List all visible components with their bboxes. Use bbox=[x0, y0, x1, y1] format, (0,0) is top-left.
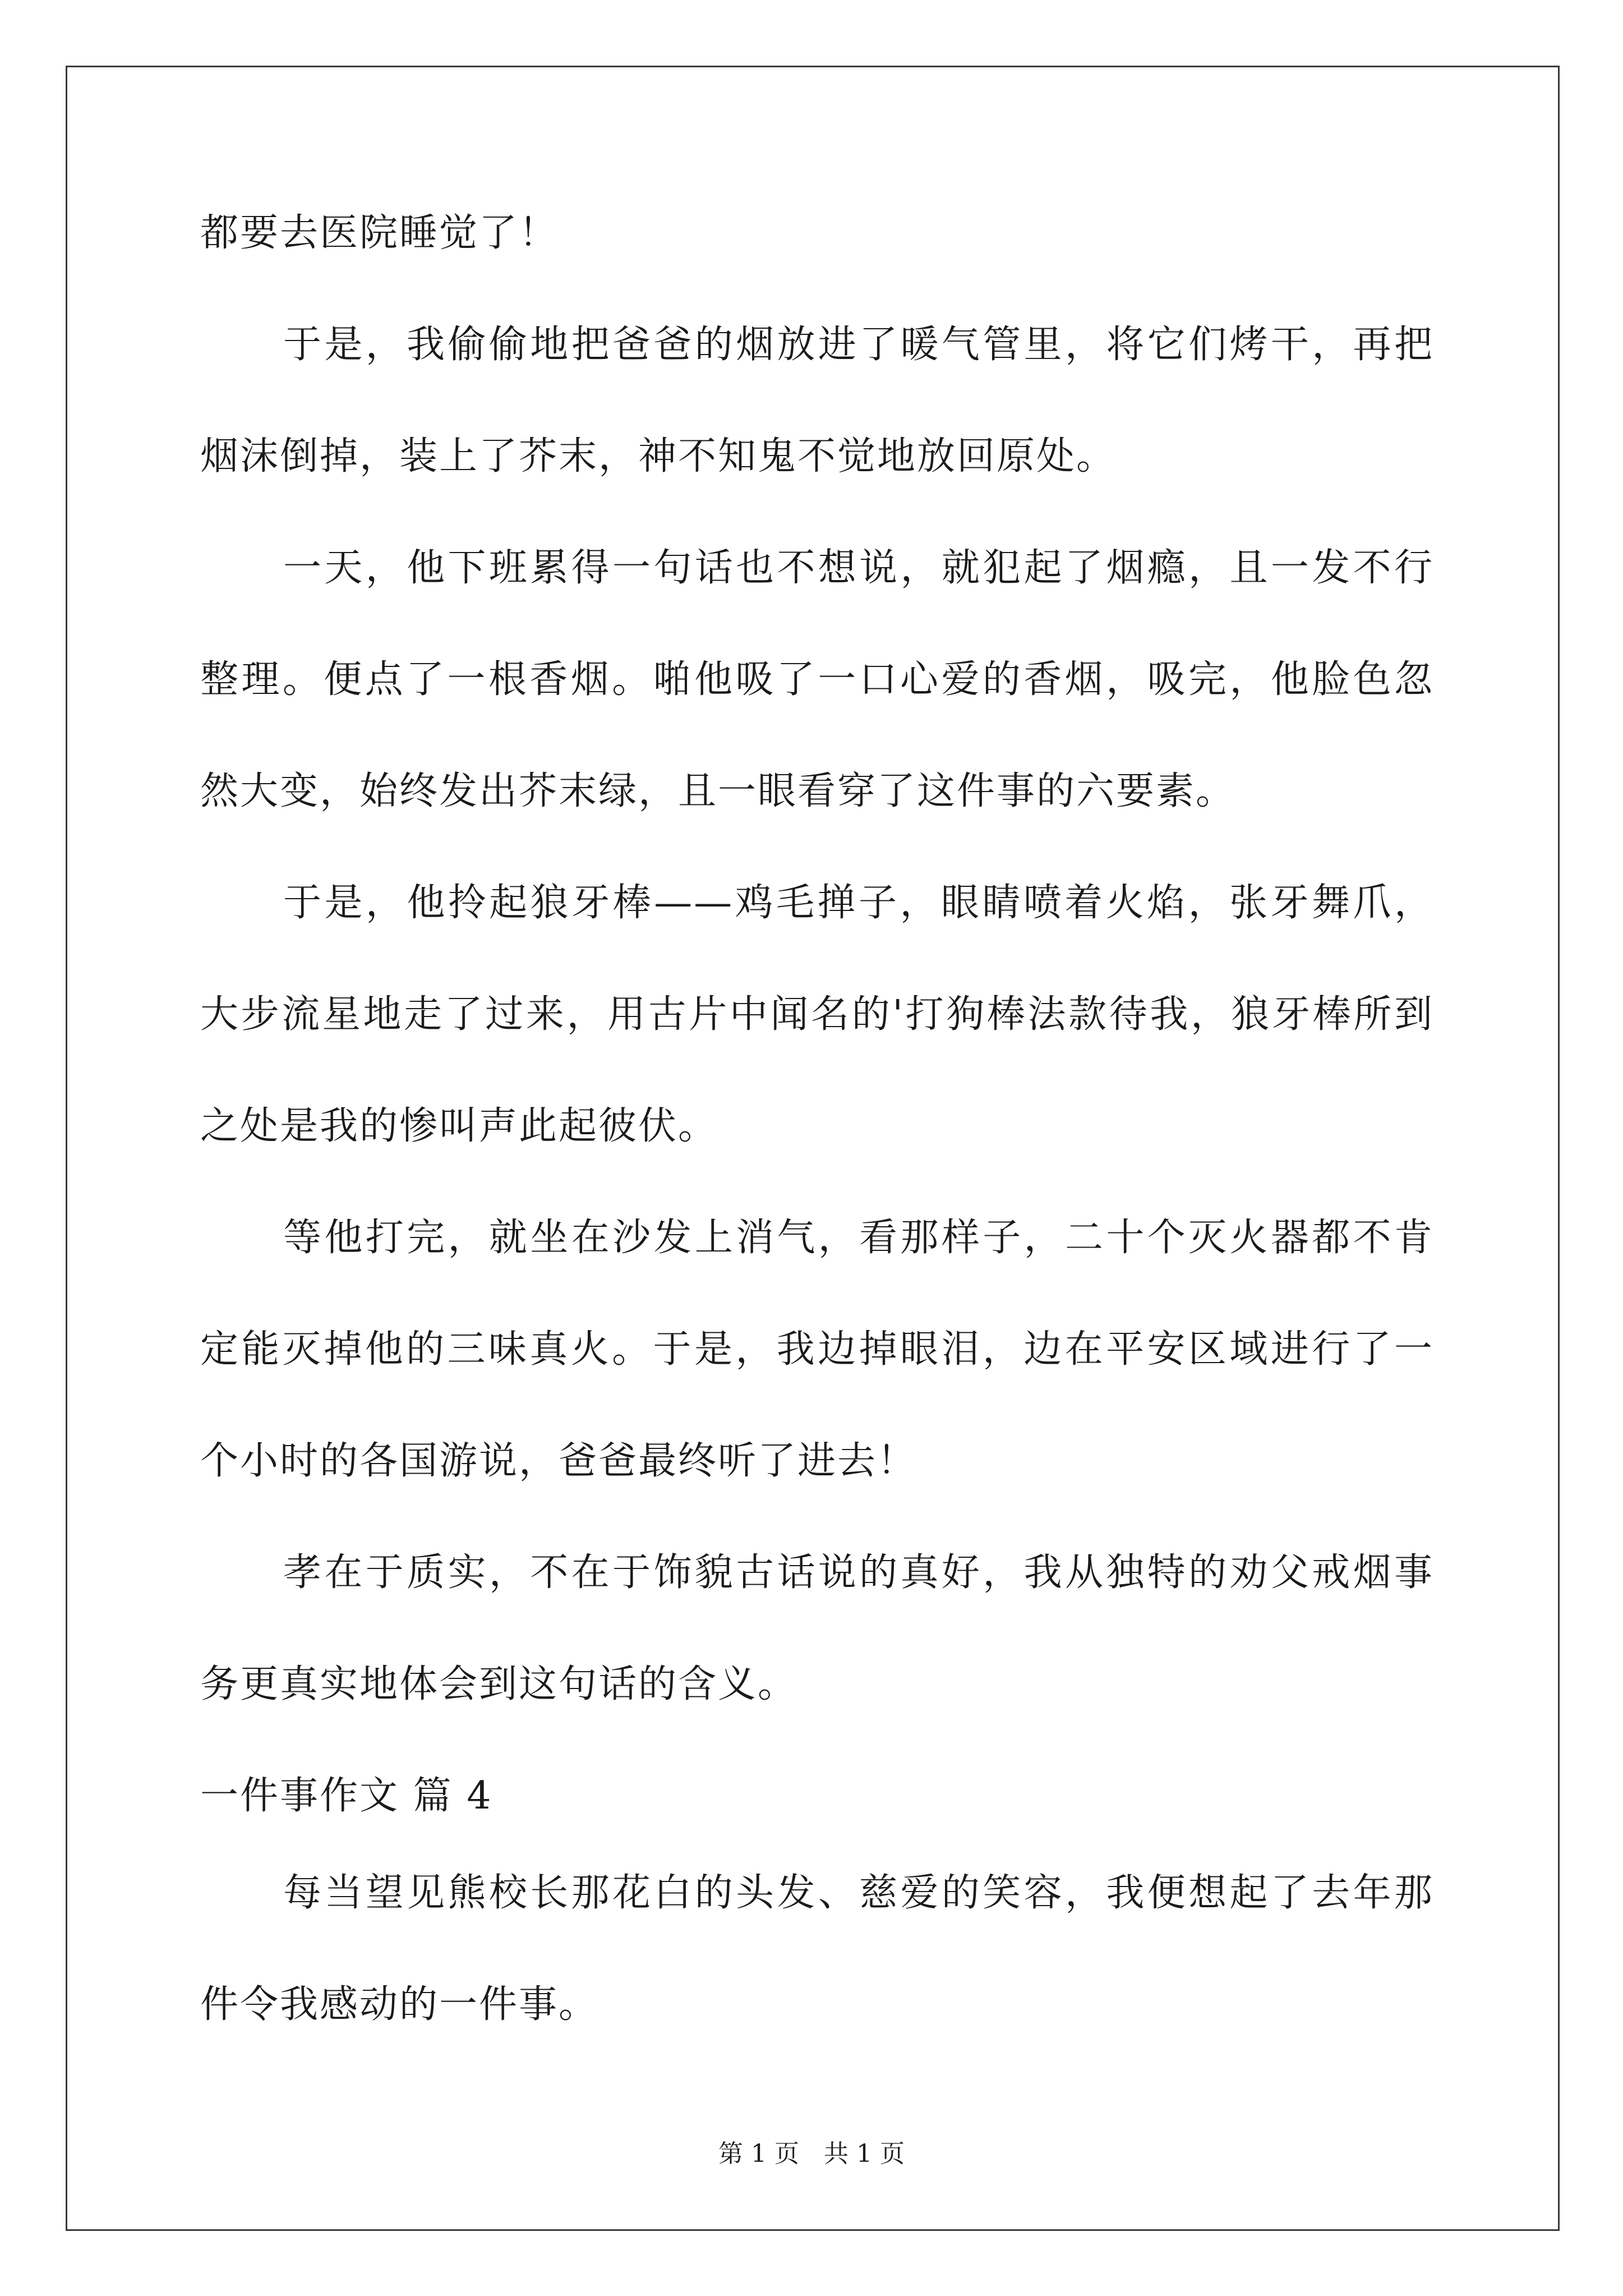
text-line: 定能灭掉他的三味真火。于是，我边掉眼泪，边在平安区域进行了一 bbox=[200, 1327, 1434, 1372]
text-line: 件令我感动的一件事。 bbox=[200, 1982, 599, 2027]
text-line: 之处是我的惨叫声此起彼伏。 bbox=[200, 1104, 718, 1148]
paragraph-line: 等他打完，就坐在沙发上消气，看那样子，二十个灭火器都不肯 bbox=[283, 1216, 1434, 1260]
text-line: 烟沫倒掉，装上了芥末，神不知鬼不觉地放回原处。 bbox=[200, 434, 1117, 478]
page-footer: 第 1 页 共 1 页 bbox=[718, 2139, 905, 2168]
text-line: 都要去医院睡觉了！ bbox=[200, 211, 559, 255]
paragraph-line: 孝在于质实，不在于饰貌古话说的真好，我从独特的劝父戒烟事 bbox=[283, 1550, 1434, 1595]
section-heading: 一件事作文 篇 4 bbox=[200, 1774, 493, 1818]
text-line: 然大变，始终发出芥末绿，且一眼看穿了这件事的六要素。 bbox=[200, 769, 1236, 813]
paragraph-line: 于是，他拎起狼牙棒——鸡毛掸子，眼睛喷着火焰，张牙舞爪， bbox=[283, 881, 1434, 925]
paragraph-line: 每当望见熊校长那花白的头发、慈爱的笑容，我便想起了去年那 bbox=[283, 1871, 1434, 1915]
document-body bbox=[200, 205, 1434, 2088]
text-line: 整理。便点了一根香烟。啪他吸了一口心爱的香烟，吸完，他脸色忽 bbox=[200, 657, 1434, 702]
text-line: 个小时的各国游说，爸爸最终听了进去！ bbox=[200, 1439, 917, 1483]
text-line: 务更真实地体会到这句话的含义。 bbox=[200, 1662, 798, 1706]
paragraph-line: 于是，我偷偷地把爸爸的烟放进了暖气管里，将它们烤干，再把 bbox=[283, 323, 1434, 367]
text-line: 大步流星地走了过来，用古片中闻名的'打狗棒法款待我，狼牙棒所到 bbox=[200, 992, 1434, 1037]
paragraph-line: 一天，他下班累得一句话也不想说，就犯起了烟瘾，且一发不行 bbox=[283, 546, 1434, 590]
